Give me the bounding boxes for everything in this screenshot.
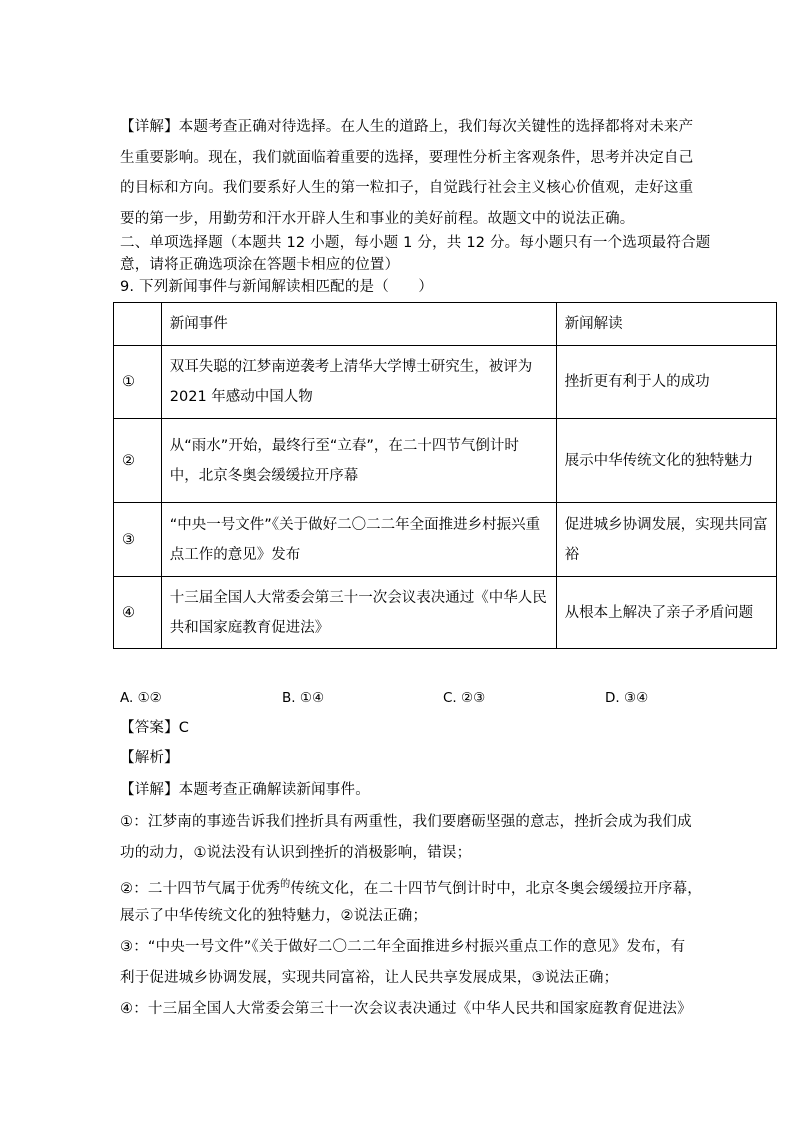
option-b: B. ①④ (282, 690, 325, 706)
event-cell (161, 577, 556, 649)
header-cell (114, 303, 162, 346)
table-row (114, 346, 777, 419)
interp-text: 展示中华传统文化的独特魅力 (564, 452, 754, 469)
table-row (114, 503, 777, 577)
analysis-line: 【详解】本题考查正确解读新闻事件。 (120, 782, 370, 798)
analysis-text: 传统文化，在二十四节气倒计时中，北京冬奥会缓缓拉开序幕， (290, 881, 703, 897)
table-row (114, 577, 777, 649)
analysis-line: 功的动力，①说法没有认识到挫折的消极影响，错误； (120, 845, 472, 861)
table-header-row (114, 303, 777, 346)
section-heading: 意，请将正确选项涂在答题卡相应的位置） (120, 257, 400, 273)
explanation-line: 的目标和方向。我们要系好人生的第一粒扣子，自觉践行社会主义核心价值观，走好这重 (120, 180, 694, 196)
event-cell (161, 503, 556, 577)
event-text: 共和国家庭教育促进法》 (169, 619, 330, 636)
news-table (113, 302, 777, 649)
event-cell (161, 419, 556, 503)
header-cell: 新闻事件 (161, 303, 556, 346)
interp-cell (556, 346, 776, 419)
interp-cell (556, 503, 776, 577)
row-number: ② (114, 419, 162, 503)
event-text: 双耳失聪的江梦南逆袭考上清华大学博士研究生，被评为 (169, 359, 533, 375)
analysis-line (120, 875, 702, 899)
question-stem: 9. 下列新闻事件与新闻解读相匹配的是（ ） (120, 279, 434, 295)
event-text: 中，北京冬奥会缓缓拉开序幕 (169, 467, 359, 484)
row-number: ④ (114, 577, 162, 649)
analysis-line: 利于促进城乡协调发展，实现共同富裕，让人民共享发展成果，③说法正确； (120, 970, 619, 986)
analysis-label: 【解析】 (120, 750, 179, 766)
explanation-line: 【详解】本题考查正确对待选择。在人生的道路上，我们每次关键性的选择都将对未来产 (120, 119, 694, 135)
superscript-text: 的 (280, 879, 291, 890)
event-text: “中央一号文件”《关于做好二〇二二年全面推进乡村振兴重 (169, 516, 541, 533)
explanation-line: 生重要影响。现在，我们就面临着重要的选择，要理性分析主客观条件，思考并决定自己 (120, 150, 694, 166)
event-text: 2021 年感动中国人物 (169, 389, 313, 405)
table-row (114, 419, 777, 503)
interp-text: 从根本上解决了亲子矛盾问题 (564, 604, 754, 621)
explanation-line: 要的第一步，用勤劳和汗水开辟人生和事业的美好前程。故题文中的说法正确。 (120, 211, 635, 227)
option-c: C. ②③ (443, 690, 486, 706)
option-d: D. ③④ (605, 690, 649, 706)
interp-text: 促进城乡协调发展，实现共同富 (564, 516, 768, 533)
analysis-line: ①：江梦南的事迹告诉我们挫折具有两重性，我们要磨砺坚强的意志，挫折会成为我们成 (120, 814, 692, 830)
interp-text: 挫折更有利于人的成功 (564, 374, 710, 390)
analysis-line: 展示了中华传统文化的独特魅力，②说法正确； (120, 908, 428, 924)
header-cell: 新闻解读 (556, 303, 776, 346)
event-text: 从“雨水”开始，最终行至“立春”，在二十四节气倒计时 (169, 437, 519, 454)
event-cell (161, 346, 556, 419)
interp-text: 裕 (564, 546, 580, 563)
row-number: ③ (114, 503, 162, 577)
event-text: 点工作的意见》发布 (169, 546, 301, 563)
interp-cell (556, 419, 776, 503)
analysis-line: ④：十三届全国人大常委会第三十一次会议表决通过《中华人民共和国家庭教育促进法》 (120, 1001, 692, 1017)
analysis-text: ②：二十四节气属于优秀 (120, 881, 281, 897)
interp-cell (556, 577, 776, 649)
option-a: A. ①② (120, 690, 162, 706)
analysis-line: ③：“中央一号文件”《关于做好二〇二二年全面推进乡村振兴重点工作的意见》发布，有 (120, 939, 686, 955)
event-text: 十三届全国人大常委会第三十一次会议表决通过《中华人民 (169, 589, 547, 606)
row-number: ① (114, 346, 162, 419)
answer-line: 【答案】C (120, 720, 190, 736)
section-heading: 二、单项选择题（本题共 12 小题，每小题 1 分，共 12 分。每小题只有一个选项最符合题 (120, 235, 711, 251)
